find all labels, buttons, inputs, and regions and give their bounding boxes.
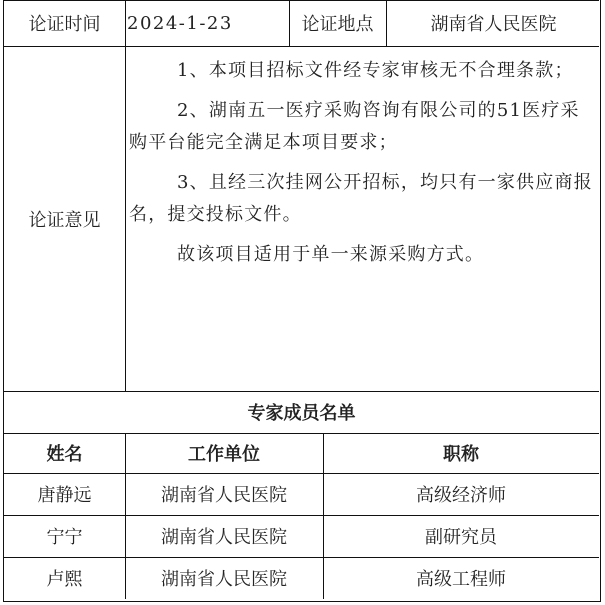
expert-title: 高级经济师 [416,485,506,506]
opinion-paragraph: 1、本项目招标文件经专家审核无不合理条款； [177,60,574,81]
opinion-paragraph: 2、湖南五一医疗采购咨询有限公司的51医疗采购平台能完全满足本项目要求； [129,100,580,153]
expert-title: 高级工程师 [416,569,506,590]
expert-employer: 湖南省人民医院 [161,485,287,506]
place-value: 湖南省人民医院 [430,14,557,35]
place-label: 论证地点 [301,14,374,35]
opinion-paragraph: 故该项目适用于单一来源采购方式。 [177,244,485,265]
review-form [3,0,601,602]
expert-name: 唐静远 [37,485,92,506]
column-header-employer: 工作单位 [188,444,260,465]
column-divider [386,0,387,46]
expert-title: 副研究员 [425,527,497,548]
expert-name: 卢熙 [46,569,83,590]
expert-list-title: 专家成员名单 [247,403,356,424]
column-divider [125,0,126,391]
expert-employer: 湖南省人民医院 [161,569,287,590]
opinion-label: 论证意见 [28,209,101,231]
expert-name: 宁宁 [46,527,83,548]
date-value: 2024-1-23 [127,12,233,34]
opinion-paragraph: 3、且经三次挂网公开招标，均只有一家供应商报名，提交投标文件。 [129,172,593,225]
date-label: 论证时间 [28,14,101,35]
column-header-title: 职称 [443,444,479,465]
expert-employer: 湖南省人民医院 [161,527,287,548]
opinion-text [129,55,597,279]
column-header-name: 姓名 [46,444,83,465]
